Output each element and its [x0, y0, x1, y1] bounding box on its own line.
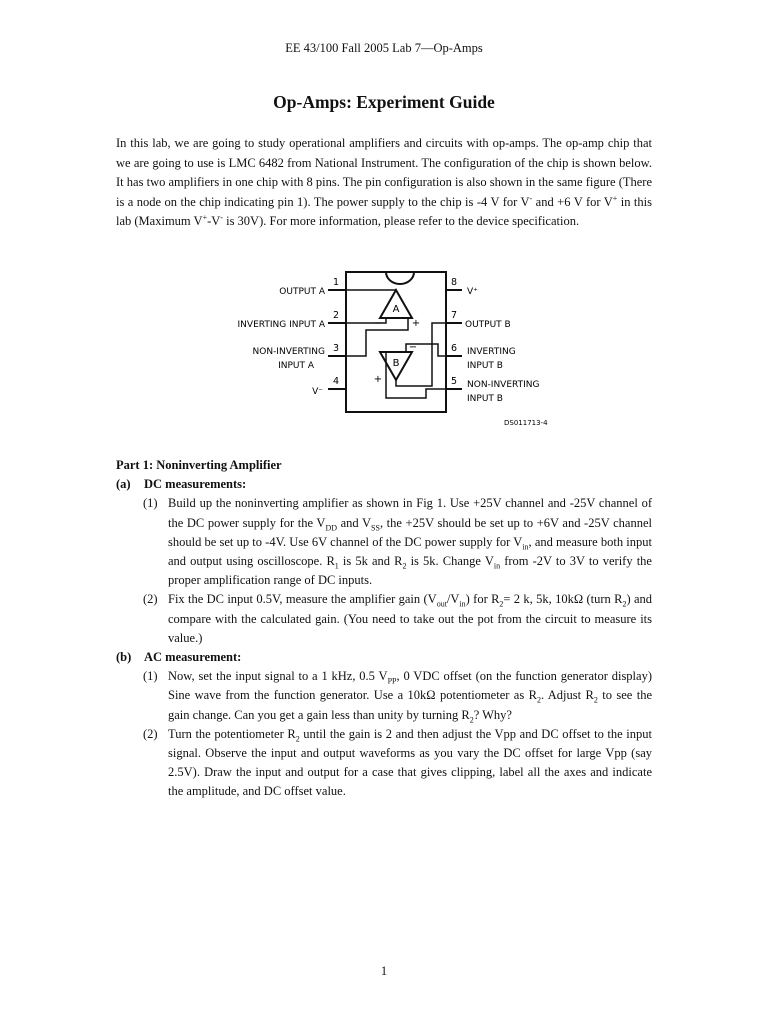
text-run: ) and compare with the calculated gain. (You need to take out the pot from the circuit to measure its value.) — [168, 592, 653, 645]
figure-code: DS011713-4 — [504, 419, 548, 427]
text-run: from -2V to 3V to verify the proper amplification range of DC inputs. — [168, 554, 652, 588]
text-run: to see the gain change. Can you get a gain less than unity by turning R — [168, 688, 652, 722]
list-item — [116, 667, 652, 725]
subscript: 1 — [334, 561, 339, 571]
item-text — [168, 590, 652, 648]
amp-b-minus: − — [408, 342, 418, 353]
text-run: is 5k. Change V — [406, 554, 494, 569]
pin-number-7: 7 — [450, 310, 458, 321]
subscript: SS — [371, 523, 380, 533]
subscript: 2 — [402, 561, 407, 571]
subscript: 2 — [295, 734, 300, 744]
subscript: in — [522, 542, 529, 552]
label-output-a: OUTPUT A — [279, 287, 325, 297]
list-item — [116, 590, 652, 648]
text-run: /V — [446, 592, 460, 607]
superscript: + — [202, 213, 208, 223]
subscript: in — [493, 561, 501, 571]
intro-text: in this lab (Maximum V — [116, 194, 652, 229]
text-run: and V — [337, 515, 372, 530]
subsection-a-heading — [116, 475, 652, 494]
page-number: 1 — [380, 964, 388, 978]
amp-a-plus: + — [411, 318, 421, 329]
list-item — [116, 494, 652, 590]
subscript: DD — [325, 523, 337, 533]
part1-heading: Part 1: Noninverting Amplifier — [116, 458, 282, 472]
pin-number-3: 3 — [332, 343, 340, 354]
list-item — [116, 725, 652, 802]
item-number: (2) — [143, 726, 158, 741]
amp-b-plus: + — [373, 374, 383, 385]
text-run: ) for R — [465, 592, 500, 607]
subsection-title: AC measurement: — [144, 650, 242, 665]
document-title: Op-Amps: Experiment Guide — [273, 92, 495, 112]
superscript: - — [529, 193, 533, 203]
pin-number-5: 5 — [450, 376, 458, 387]
text-run: ? Why? — [473, 707, 512, 722]
amp-b-label: B — [392, 358, 400, 369]
text-run: . Adjust R — [540, 688, 594, 703]
subsection-label: (a) — [116, 477, 131, 492]
item-number: (1) — [143, 496, 158, 511]
label-input-b-noninv: INPUT B — [467, 394, 503, 404]
pin-number-4: 4 — [332, 376, 340, 387]
subsection-title: DC measurements: — [144, 477, 247, 492]
text-run: , 0 VDC offset (on the function generator display) Sine wave from the function generator. Use a 10kΩ potentiometer as R — [168, 669, 652, 703]
subscript: 2 — [536, 695, 541, 705]
pin-number-8: 8 — [450, 277, 458, 288]
pin-number-6: 6 — [450, 343, 458, 354]
intro-text: In this lab, we are going to study operational amplifiers and circuits with op-amps. The op-amp chip that we are going to use is LMC 6482 from National Instrument. The configuration of the chip is shown below. It has two amplifiers in one chip with 8 pins. The pin configuration is also shown in the same figure (There is a node on the chip indicating pin 1). The power supply to the chip is -4 V for V — [116, 136, 652, 209]
label-v-minus: V⁻ — [312, 387, 323, 397]
subscript: 2 — [593, 695, 598, 705]
text-run: Fix the DC input 0.5V, measure the amplifier gain (V — [168, 592, 437, 607]
running-header: EE 43/100 Fall 2005 Lab 7—Op-Amps — [285, 41, 483, 55]
text-run: until the gain is 2 and then adjust the Vpp and DC offset to the input signal. Observe the input and output waveforms as you vary the DC offset for large Vpp (say 2.5V). Draw the input and output for a case that gives clipping, label all the axes and indicate the amplitude, and DC offset value. — [168, 726, 652, 799]
pin-diagram-figure — [220, 268, 560, 433]
text-run: is 5k and R — [338, 554, 403, 569]
pin-number-2: 2 — [332, 310, 340, 321]
text-run: Turn the potentiometer R — [168, 726, 296, 741]
label-input-a: INPUT A — [278, 361, 314, 371]
subscript: in — [459, 599, 466, 609]
part1-section — [116, 456, 652, 802]
text-run: Build up the noninverting amplifier as shown in Fig 1. Use +25V channel and -25V channel of the DC power supply for the V — [168, 496, 652, 530]
subscript: 2 — [622, 599, 627, 609]
intro-text: and +6 V for V — [532, 194, 613, 209]
label-non-inverting-a: NON-INVERTING — [252, 347, 325, 357]
item-text — [168, 667, 652, 725]
subsection-label: (b) — [116, 650, 132, 665]
label-output-b: OUTPUT B — [465, 320, 511, 330]
chip-body — [346, 272, 446, 412]
label-inverting-b: INVERTING — [467, 347, 516, 357]
superscript: - — [220, 213, 223, 223]
text-run: , and measure both input and output using oscilloscope. R — [168, 534, 652, 569]
intro-text: is 30V). For more information, please refer to the device specification. — [222, 214, 580, 229]
text-run: = 2 k, 5k, 10kΩ (turn R — [503, 592, 623, 607]
amp-a-label: A — [392, 304, 400, 315]
item-text — [168, 725, 652, 802]
subscript: PP — [387, 676, 397, 686]
label-non-inverting-b: NON-INVERTING — [467, 380, 540, 390]
text-run: , the +25V should be set up to +6V and -25V channel should be set up to -4V. Use 6V channel of the DC power supply for V — [168, 515, 652, 549]
lmc6482-pinout-diagram — [220, 268, 560, 433]
intro-text: -V — [207, 214, 221, 229]
text-run: Now, set the input signal to a 1 kHz, 0.5 V — [168, 669, 388, 684]
subscript: 2 — [499, 599, 504, 609]
item-number: (2) — [143, 592, 158, 607]
pin-number-1: 1 — [332, 277, 340, 288]
subscript: out — [436, 599, 447, 609]
item-number: (1) — [143, 669, 158, 684]
amp-a-minus: − — [373, 318, 383, 329]
label-v-plus: V⁺ — [467, 287, 478, 297]
subsection-b-heading — [116, 648, 652, 667]
subscript: 2 — [469, 715, 474, 725]
intro-paragraph — [116, 134, 652, 232]
label-input-b-inv: INPUT B — [467, 361, 503, 371]
item-text — [168, 494, 652, 590]
label-inverting-input-a: INVERTING INPUT A — [237, 320, 325, 330]
pin1-notch — [386, 272, 414, 284]
superscript: + — [612, 193, 618, 203]
